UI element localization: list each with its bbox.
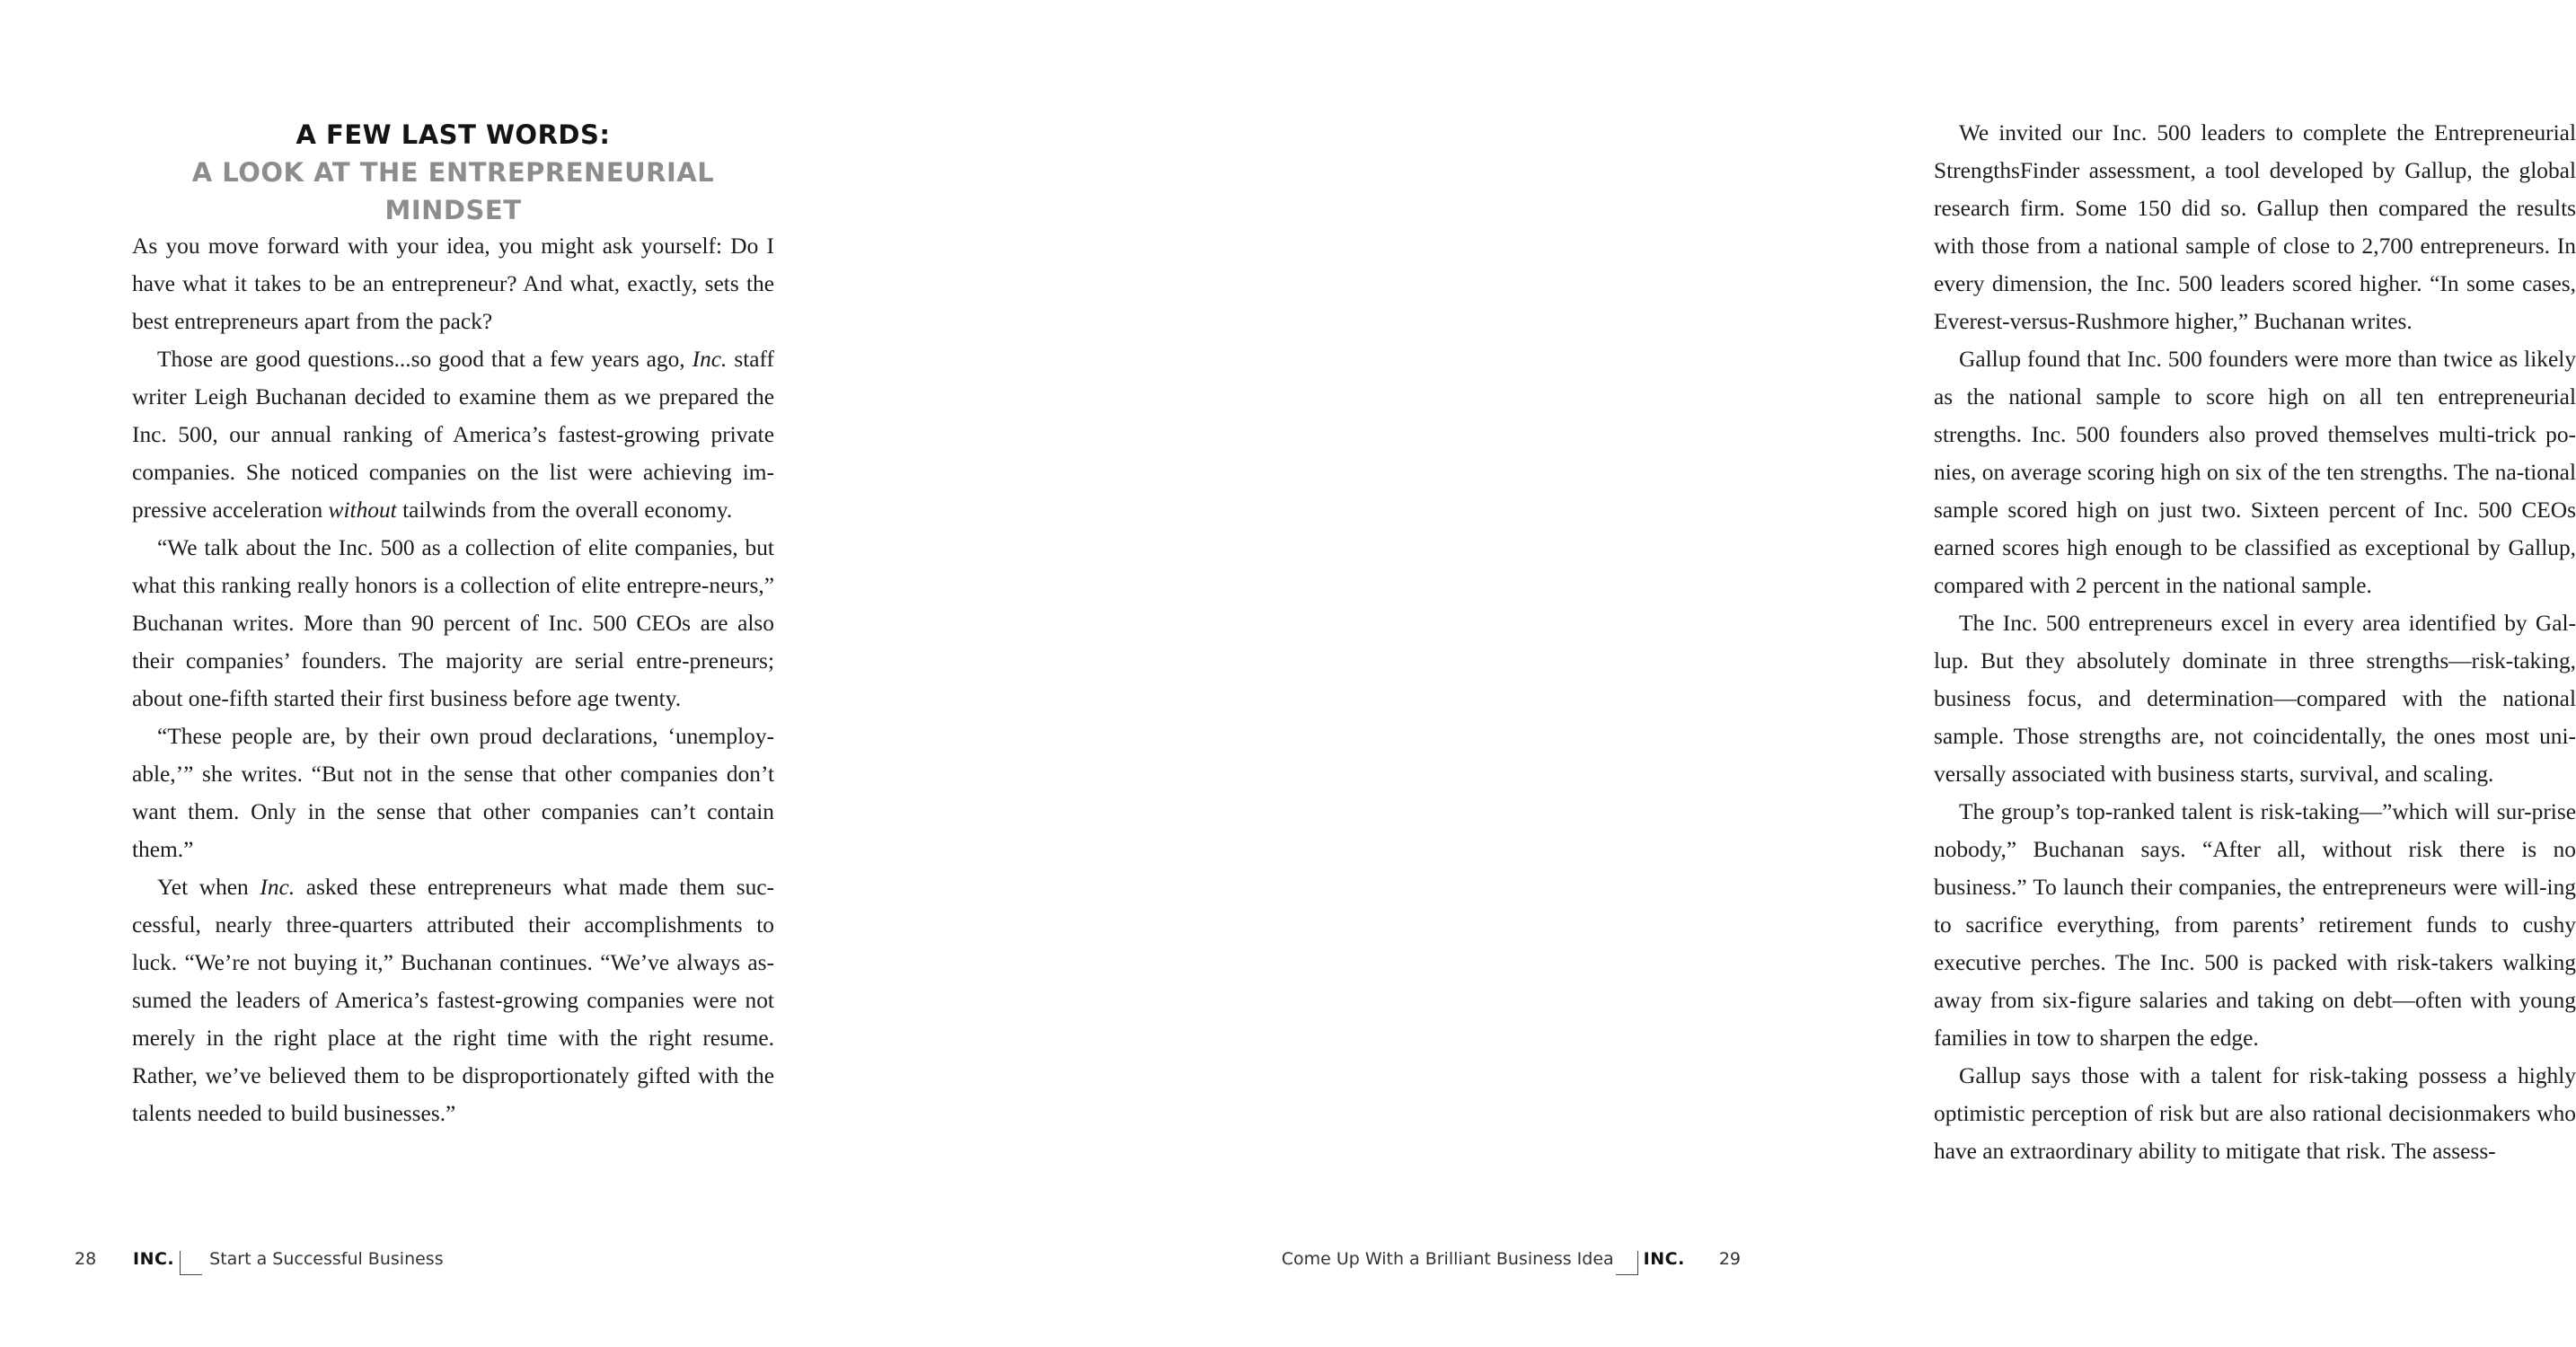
logo-bracket-icon xyxy=(180,1251,202,1275)
left-page xyxy=(0,0,898,1347)
publication-name: Inc. xyxy=(260,875,296,900)
paragraph: Yet when Inc. asked these entrepreneurs what made them suc-cessful, nearly three-quarters attributed their accomplishments to luck. “We’re not buying it,” Buchanan continues. “We’ve always as-sumed the leaders of America’s fastest-growing companies were not merely in the right place at the right time with the right resume. Rather, we’ve believed them to be disproportionately gifted with the talents needed to build businesses.” xyxy=(132,875,774,1126)
right-page xyxy=(898,0,2576,1347)
paragraph: “These people are, by their own proud declarations, ‘unemploy-able,’” she writes. “But not in the sense that other companies don’t want them. Only in the sense that other companies can’t contain them.” xyxy=(132,724,774,862)
page-number: 28 xyxy=(75,1249,97,1269)
paragraph: As you move forward with your idea, you might ask yourself: Do I have what it takes to be an entrepreneur? And what, exactly, sets the best entrepreneurs apart from the pack? xyxy=(132,233,774,334)
publication-name: Inc. xyxy=(692,347,728,372)
inc-logo: INC. xyxy=(133,1249,175,1269)
paragraph: We invited our Inc. 500 leaders to complete the Entrepreneurial StrengthsFinder assessment, a tool developed by Gallup, the global research firm. Some 150 did so. Gallup then compared the results with those from a national sample of close to 2,700 entrepreneurs. In every dimension, the Inc. 500 leaders scored higher. “In some cases, Everest-versus-Rushmore higher,” Buchanan writes. xyxy=(1934,120,2576,334)
right-body-text xyxy=(1934,114,2576,1170)
logo-bracket-icon xyxy=(1616,1251,1638,1275)
paragraph: The Inc. 500 entrepreneurs excel in every area identified by Gal-lup. But they absolutely dominate in three strengths—risk-taking, business focus, and determination—compared with the national sample. Those strengths are, not coincidentally, the ones most uni-versally associated with business starts, survival, and scaling. xyxy=(1934,611,2576,787)
page-number: 29 xyxy=(1718,1249,1741,1269)
paragraph: Gallup found that Inc. 500 founders were more than twice as likely as the national sample to score high on all ten entrepreneurial strengths. Inc. 500 founders also proved themselves multi-trick po-nies, on average scoring high on six of the ten strengths. The na-tional sample scored high on just two. Sixteen percent of Inc. 500 CEOs earned scores high enough to be classified as exceptional by Gallup, compared with 2 percent in the national sample. xyxy=(1934,347,2576,598)
paragraph: Gallup says those with a talent for risk-taking possess a highly optimistic perception of risk but are also rational decisionmakers who have an extraordinary ability to mitigate that risk. The assess- xyxy=(1934,1063,2576,1164)
emphasis: without xyxy=(328,497,397,523)
chapter-heading: A FEW LAST WORDS: xyxy=(296,119,611,150)
left-body-text xyxy=(132,227,774,1132)
inc-logo: INC. xyxy=(1643,1249,1685,1269)
paragraph: The group’s top-ranked talent is risk-taking—”which will sur-prise nobody,” Buchanan says. “After all, without risk there is no business.” To launch their companies, the entrepreneurs were will-ing to sacrifice everything, from parents’ retirement funds to cushy executive perches. The Inc. 500 is packed with risk-takers walking away from six-figure salaries and taking on debt—often with young families in tow to sharpen the edge. xyxy=(1934,799,2576,1051)
left-footer xyxy=(75,1243,444,1275)
paragraph: Those are good questions...so good that a few years ago, Inc. staff writer Leigh Buchanan decided to examine them as we prepared the Inc. 500, our annual ranking of America’s fastest-growing private companies. She noticed companies on the list were achieving im-pressive acceleration without tailwinds from the overall economy. xyxy=(132,347,774,523)
book-title: Start a Successful Business xyxy=(209,1249,444,1269)
book-title: Come Up With a Brilliant Business Idea xyxy=(1281,1249,1614,1269)
chapter-subheading: A LOOK AT THE ENTREPRENEURIAL MINDSET xyxy=(191,157,715,225)
right-footer xyxy=(1282,1243,1741,1275)
paragraph: “We talk about the Inc. 500 as a collection of elite companies, but what this ranking really honors is a collection of elite entrepre-neurs,” Buchanan writes. More than 90 percent of Inc. 500 CEOs are also their companies’ founders. The majority are serial entre-preneurs; about one-fifth started their first business before age twenty. xyxy=(132,535,774,711)
